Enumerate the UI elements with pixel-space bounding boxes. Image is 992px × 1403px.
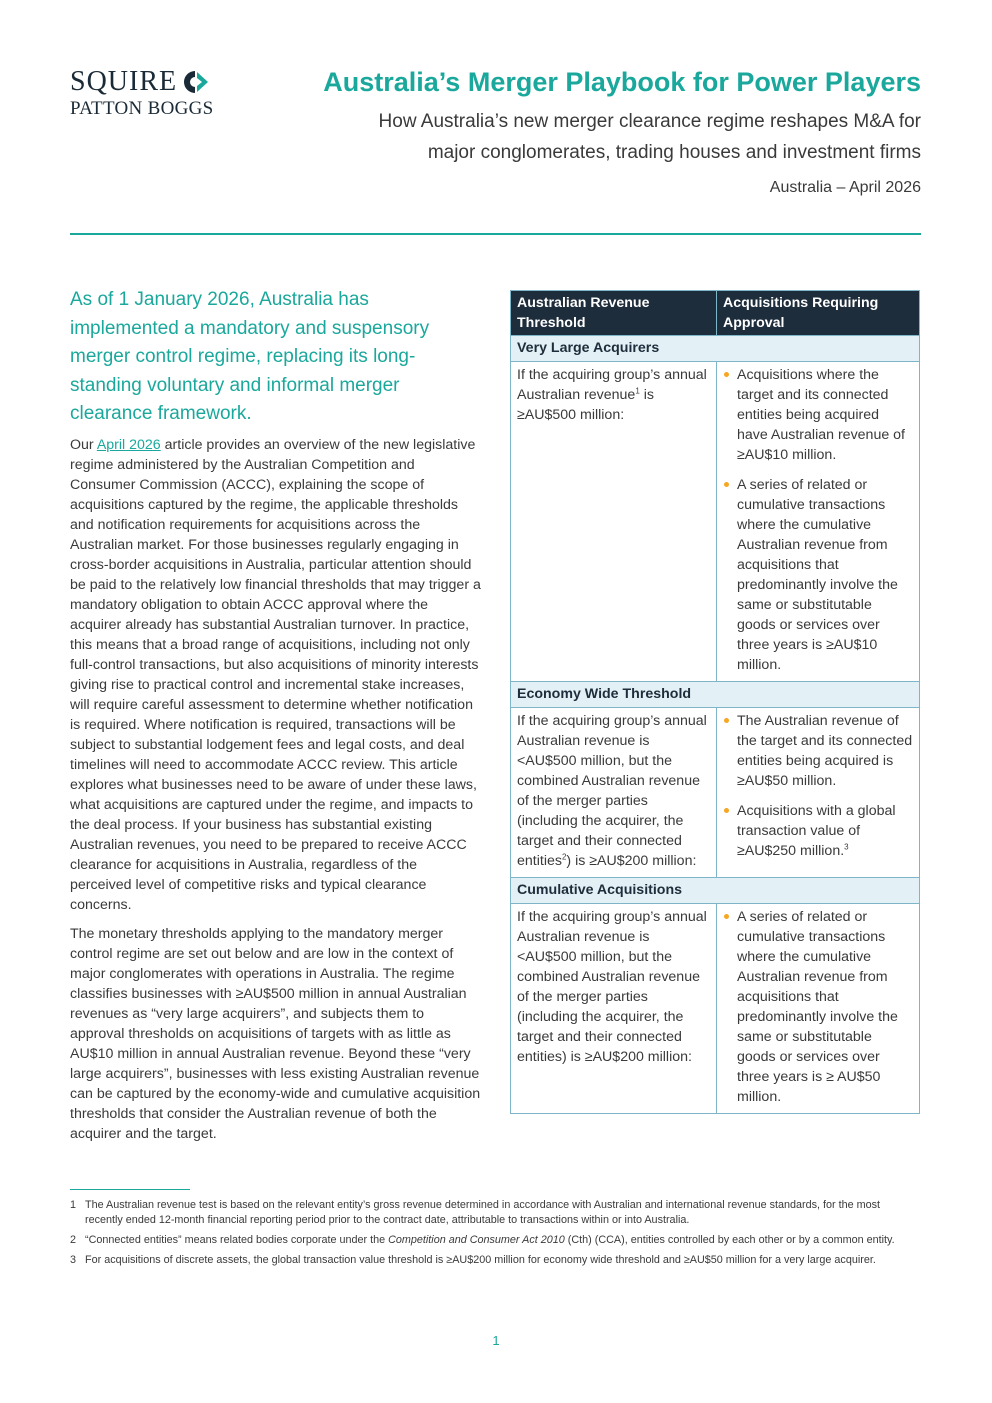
logo-wordmark-line1: SQUIRE: [70, 66, 178, 97]
acquisitions-cell: [717, 362, 920, 682]
footnote-ref: 1: [635, 386, 640, 396]
footnote-divider: [70, 1189, 190, 1190]
list-item: [723, 907, 913, 1107]
bullet-text: The Australian revenue of the target and its connected entities being acquired is ≥AU$50 million.: [737, 713, 913, 789]
body-paragraph-2: The monetary thresholds applying to the mandatory merger control regime are set out below and are low in the context of major conglomerates with operations in Australia. The regime classifies businesses with ≥AU$500 million in annual Australian revenues as “very large acquirers”, and subjects them to approval thresholds on acquisitions of targets with as little as AU$10 million in annual Australian revenue. Beyond these “very large acquirers”, businesses with less existing Australian revenue can be captured by the economy-wide and cumulative acquisition thresholds that consider the Australian revenue of both the acquirer and the target.: [70, 925, 481, 1142]
page-number: 1: [492, 1333, 500, 1348]
bullet-text: A series of related or cumulative transactions where the cumulative Australian revenue from acquisitions that predominantly involve the same or substitutable goods or services over three years is ≥AU$10 million.: [737, 477, 898, 673]
header-divider: [70, 233, 921, 235]
footnote-ref: 3: [844, 842, 849, 852]
thresholds-table: [510, 290, 920, 1114]
bullet-text: Acquisitions where the target and its connected entities being acquired have Australian revenue of ≥AU$10 million.: [737, 367, 905, 463]
act-title: Competition and Consumer Act 2010: [388, 1234, 565, 1246]
bullet-icon: [724, 914, 729, 919]
document-header: [281, 64, 921, 198]
threshold-cell: [511, 362, 717, 682]
threshold-text: If the acquiring group’s annual Australian revenue: [517, 367, 707, 403]
threshold-cell: [511, 904, 717, 1114]
footnote-2: [70, 1233, 920, 1248]
bullet-text: A series of related or cumulative transactions where the cumulative Australian revenue from acquisitions that predominantly involve the same or substitutable goods or services over three years is ≥ AU$50 million.: [737, 909, 898, 1105]
footnote-text: The Australian revenue test is based on the relevant entity’s gross revenue determined in accordance with Australian and international revenue standards, for the most recently ended 12-month financial reporting period prior to the contract date, attributable to transactions within or into Australia.: [85, 1199, 881, 1226]
footnote-number: 2: [70, 1234, 77, 1246]
footnote-text: For acquisitions of discrete assets, the global transaction value threshold is ≥AU$200 million for economy wide threshold and ≥AU$50 million for a very large acquirer.: [85, 1254, 876, 1266]
column-header-acquisitions: Acquisitions Requiring Approval: [717, 291, 920, 336]
footnotes: [70, 1198, 920, 1273]
acquisitions-cell: [717, 904, 920, 1114]
bullet-text: Acquisitions with a global transaction value of ≥AU$250 million.: [737, 803, 896, 859]
threshold-text: If the acquiring group’s annual Australian revenue is <AU$500 million, but the combined Australian revenue of the merger parties (including the acquirer, the target and their connected entities: [517, 713, 707, 869]
main-text-column: [70, 286, 482, 1153]
list-item: [723, 365, 913, 465]
logo-wordmark-line2: PATTON BOGGS: [70, 98, 214, 119]
section-row: [511, 682, 920, 708]
table-row: [511, 904, 920, 1114]
acquisitions-cell: [717, 708, 920, 878]
table-row: [511, 708, 920, 878]
footnote-text-start: “Connected entities” means related bodies corporate under the: [85, 1234, 389, 1246]
footnote-ref: 2: [561, 852, 567, 862]
bullet-icon: [724, 718, 729, 723]
footnote-1: [70, 1198, 920, 1228]
threshold-cell: [511, 708, 717, 878]
firm-logo: [70, 68, 250, 120]
footnote-number: 3: [70, 1254, 77, 1266]
threshold-text-end: ) is ≥AU$200 million:: [566, 853, 697, 869]
body-p1-lead: Our: [70, 436, 97, 453]
section-title-cumulative: Cumulative Acquisitions: [511, 878, 920, 904]
footnote-text: [85, 1233, 895, 1248]
list-item: [723, 801, 913, 861]
bullet-icon: [724, 372, 729, 377]
section-row: [511, 336, 920, 362]
document-title: Australia’s Merger Playbook for Power Players: [323, 67, 921, 97]
list-item: [723, 711, 913, 791]
footnote-3: [70, 1253, 920, 1268]
document-subtitle: [281, 106, 921, 168]
body-paragraph-1: [70, 435, 482, 915]
logo-mark-icon: [181, 68, 211, 96]
threshold-text-end: is ≥AU$500 million:: [517, 387, 654, 423]
column-header-threshold: Australian Revenue Threshold: [511, 291, 717, 336]
threshold-text: If the acquiring group’s annual Australian revenue is <AU$500 million, but the combined Australian revenue of the merger parties (including the acquirer, the target and their connected entities) is ≥AU$200 million:: [517, 909, 707, 1065]
section-title-very-large-acquirers: Very Large Acquirers: [511, 336, 920, 362]
section-row: [511, 878, 920, 904]
subtitle-line-2: major conglomerates, trading houses and investment firms: [427, 142, 921, 163]
body-p1-text: article provides an overview of the new legislative regime administered by the Australian Competition and Consumer Commission (ACCC), explaining the scope of acquisitions captured by the regime, the applicable thresholds and notification requirements for acquisitions across the Australian market. For those businesses regularly engaging in cross-border acquisitions in Australia, particular attention should be paid to the relatively low financial thresholds that may trigger a mandatory obligation to obtain ACCC approval where the acquirer already has substantial Australian turnover. In practice, this means that a broad range of acquisitions, including not only full-control transactions, but also acquisitions of minority interests giving rise to practical control and incremental stake increases, will require careful assessment to determine whether notification is required. Where notification is required, transactions will be subject to substantial lodgement fees and legal costs, and deal timelines will need to accommodate ACCC review. This article explores what businesses need to be aware of under these laws, what acquisitions are captured under the regime, and impacts to the deal process. If your business has substantial existing Australian revenues, you need to be prepared to receive ACCC clearance for acquisitions in Australia, regardless of the perceived level of competitive risks and typical clearance concerns.: [70, 436, 481, 913]
document-date: Australia – April 2026: [769, 179, 921, 196]
bullet-icon: [724, 482, 729, 487]
section-title-economy-wide: Economy Wide Threshold: [511, 682, 920, 708]
footnote-text-end: (Cth) (CCA), entities controlled by each other or by a common entity.: [564, 1234, 895, 1246]
table-row: [511, 362, 920, 682]
subtitle-line-1: How Australia’s new merger clearance regime reshapes M&A for: [378, 111, 921, 132]
intro-paragraph: As of 1 January 2026, Australia has implemented a mandatory and suspensory merger control regime, replacing its long-standing voluntary and informal merger clearance framework.: [70, 289, 430, 424]
footnote-number: 1: [70, 1199, 77, 1211]
list-item: [723, 475, 913, 675]
april-2026-article-link[interactable]: April 2026: [96, 436, 161, 453]
table-header-row: [511, 291, 920, 336]
bullet-icon: [724, 808, 729, 813]
